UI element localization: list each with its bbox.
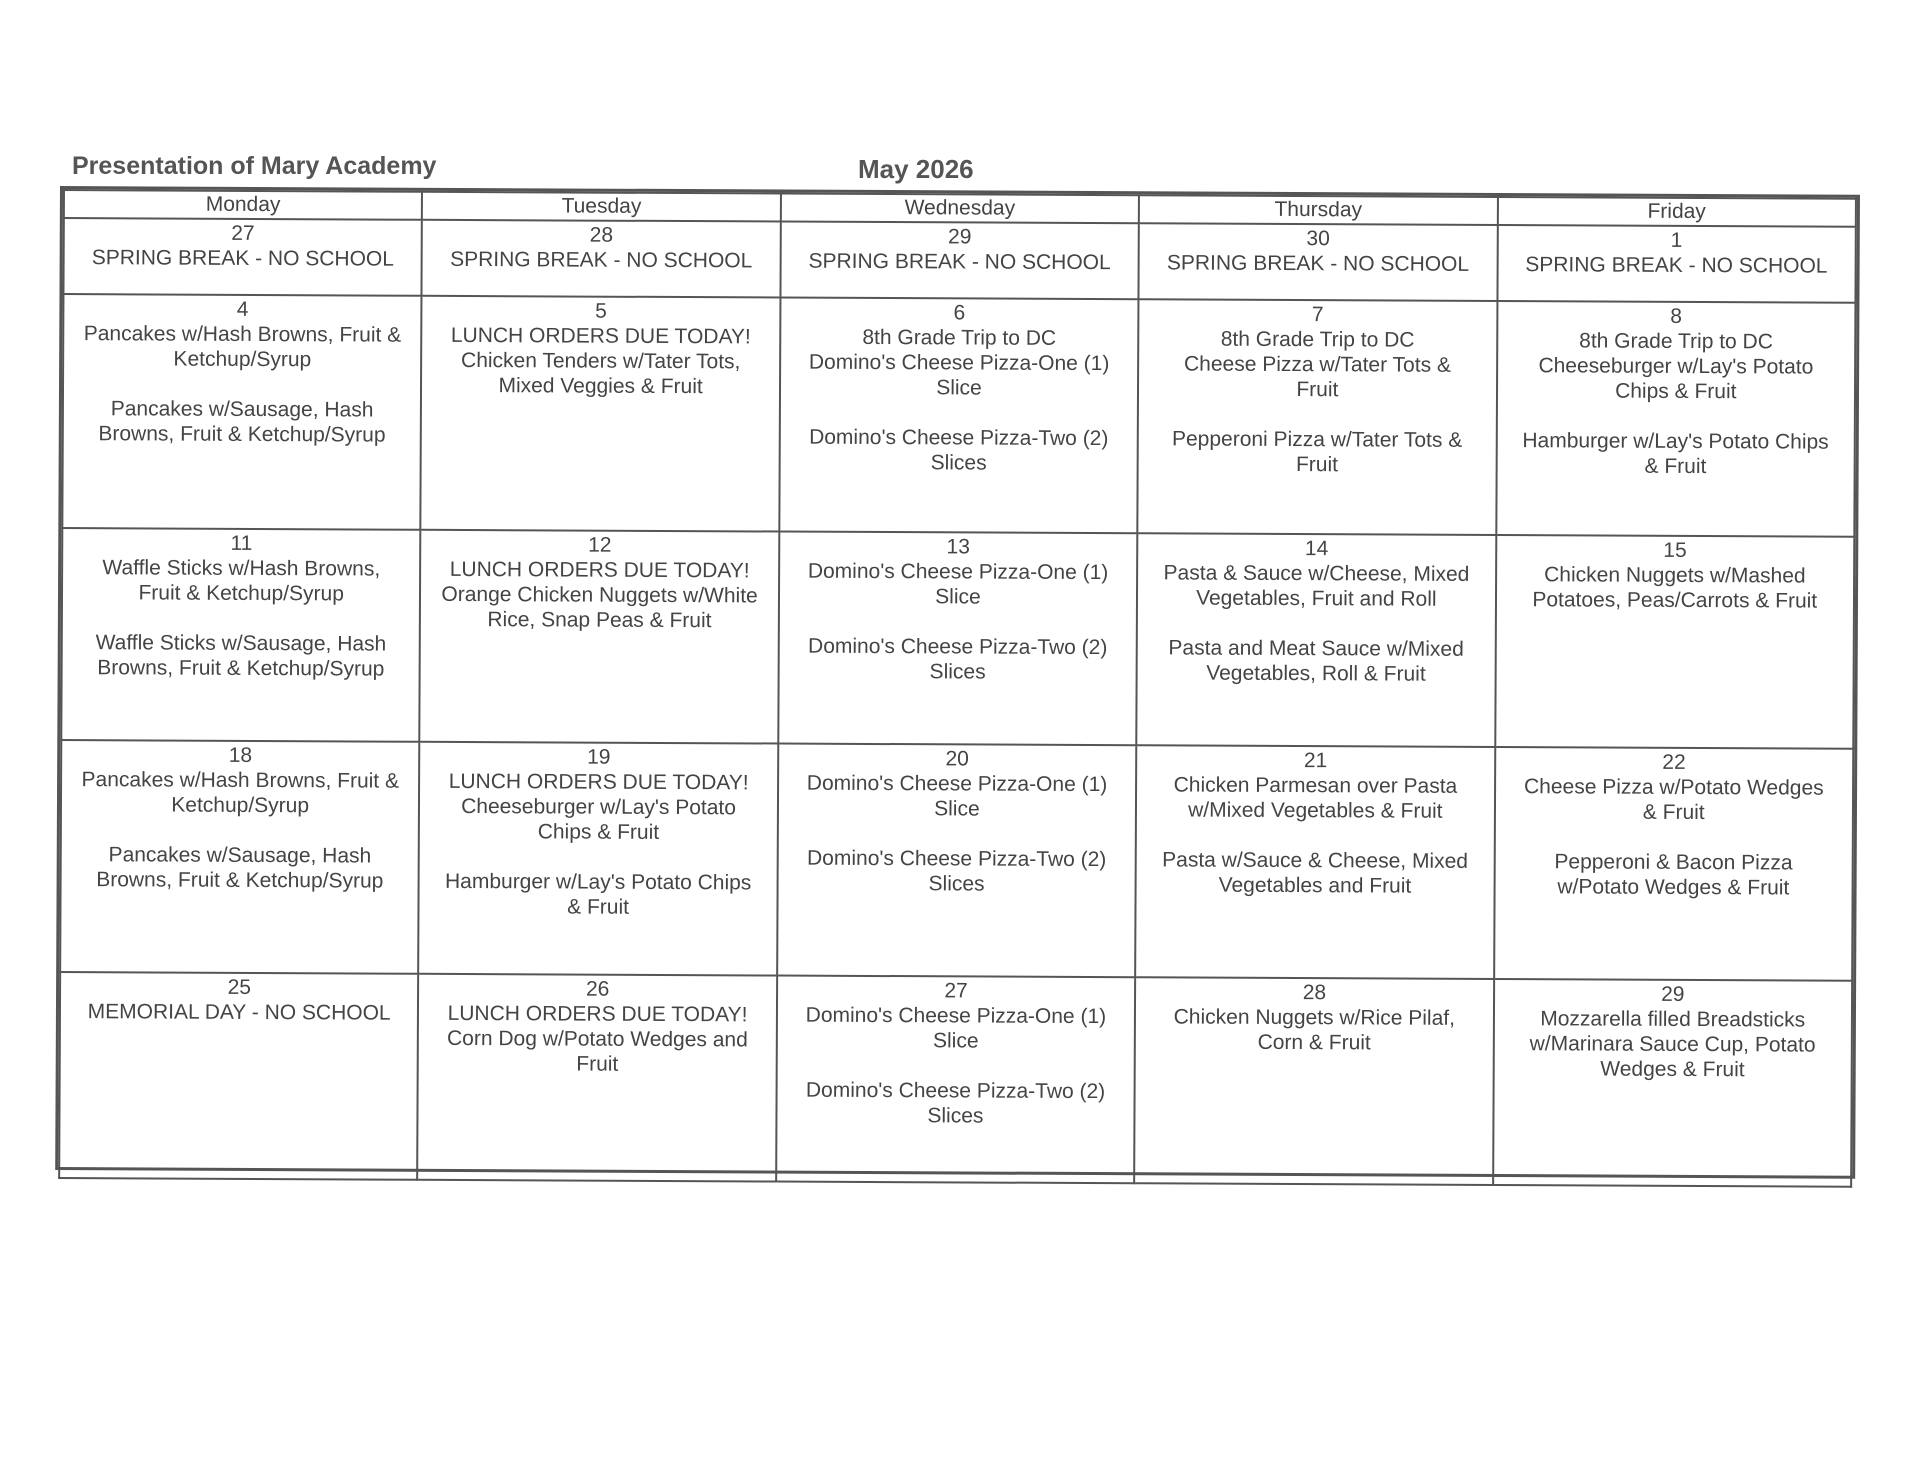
day-number: 8 [1670,304,1683,328]
week-row [59,972,1852,1187]
menu-line: Browns, Fruit & Ketchup/Syrup [98,422,386,447]
menu-line: Chicken Nuggets w/Mashed [1544,563,1806,588]
day-number: 26 [585,977,610,1001]
calendar-body [59,218,1856,1187]
line-gap [788,609,1129,636]
menu-line: Wedges & Fruit [1600,1057,1745,1082]
day-number: 20 [945,747,969,771]
menu-line: Cheese Pizza w/Tater Tots & [1183,352,1452,377]
day-number: 15 [1663,538,1687,562]
week-row [60,740,1853,981]
line-gap [787,821,1128,848]
day-cell [776,976,1135,1184]
menu-line: Vegetables, Fruit and Roll [1196,586,1437,611]
menu-line: Slices [927,1104,984,1128]
menu-line: Mixed Veggies & Fruit [498,374,703,399]
menu-line: 8th Grade Trip to DC [1579,329,1773,354]
menu-line: Hamburger w/Lay's Potato Chips [1522,429,1829,454]
day-number: 18 [228,743,253,767]
menu-line: 8th Grade Trip to DC [862,325,1057,350]
line-gap [71,605,412,632]
day-cell [63,218,422,296]
day-number: 11 [230,531,253,555]
day-cell [419,742,779,976]
weekday-header: Monday [64,190,423,220]
calendar-grid [58,189,1857,1188]
menu-line: Rice, Snap Peas & Fruit [487,608,712,633]
school-title: Presentation of Mary Academy [72,152,437,180]
menu-line: Slice [935,585,981,609]
day-cell [779,298,1139,534]
menu-line: Pancakes w/Hash Browns, Fruit & [81,768,400,793]
menu-line: Pancakes w/Hash Browns, Fruit & [83,322,402,347]
day-number: 19 [587,745,611,769]
menu-line: Vegetables and Fruit [1218,873,1412,898]
day-cell [1135,745,1495,979]
menu-line: Domino's Cheese Pizza-One (1) [807,559,1109,585]
menu-line: Fruit & Ketchup/Syrup [138,581,344,606]
day-cell [780,222,1139,300]
week-row [63,218,1855,303]
calendar-header [72,152,1860,186]
day-number: 13 [946,535,970,559]
menu-line: w/Marinara Sauce Cup, Potato [1529,1032,1816,1057]
menu-line: Domino's Cheese Pizza-Two (2) [806,846,1107,872]
day-number: 21 [1303,749,1328,773]
menu-line: Domino's Cheese Pizza-One (1) [806,771,1108,797]
menu-line: Hamburger w/Lay's Potato Chips [444,869,752,895]
line-gap [70,817,411,844]
menu-line: Cheeseburger w/Lay's Potato [1538,354,1814,379]
week-row [62,294,1855,537]
line-gap [1145,822,1486,849]
menu-line: Mozzarella filled Breadsticks [1540,1007,1806,1032]
menu-line: Browns, Fruit & Ketchup/Syrup [97,656,385,681]
line-gap [1505,403,1846,430]
day-cell [777,744,1137,978]
day-number: 7 [1311,303,1324,327]
menu-line: LUNCH ORDERS DUE TODAY! [449,557,750,583]
menu-line: Slices [929,660,986,684]
day-cell [61,528,420,742]
line-gap [1146,610,1487,637]
menu-line: LUNCH ORDERS DUE TODAY! [448,769,749,795]
menu-line: Pasta w/Sauce & Cheese, Mixed [1162,848,1469,873]
day-number: 30 [1306,227,1330,251]
menu-line: Vegetables, Roll & Fruit [1206,661,1426,686]
menu-line: & Fruit [567,895,630,919]
day-number: 29 [1661,982,1685,1006]
day-cell [1136,533,1495,747]
day-number: 14 [1304,537,1329,561]
day-number: 27 [231,221,255,245]
menu-line: Pasta & Sauce w/Cheese, Mixed [1163,561,1470,586]
menu-line: Corn & Fruit [1257,1030,1371,1055]
menu-line: Slices [928,872,985,896]
menu-line: Chips & Fruit [537,820,660,844]
line-gap [72,371,413,398]
line-gap [789,400,1130,427]
weekday-header: Thursday [1139,195,1498,225]
menu-line: & Fruit [1644,454,1707,479]
menu-line: Slice [936,376,982,400]
weekday-header: Tuesday [422,192,781,222]
menu-line: Pancakes w/Sausage, Hash [108,843,372,868]
day-cell [1497,225,1856,303]
menu-line: Fruit [1296,378,1339,402]
menu-line: Slice [934,797,980,821]
day-number: 25 [227,975,252,999]
menu-line: Waffle Sticks w/Sausage, Hash [95,631,387,656]
menu-line: Domino's Cheese Pizza-Two (2) [809,425,1109,451]
day-number: 22 [1662,750,1686,774]
day-cell [420,530,779,744]
day-cell [1495,535,1854,749]
line-gap [428,844,769,871]
menu-line: SPRING BREAK - NO SCHOOL [1525,253,1828,278]
menu-line: Pancakes w/Sausage, Hash [110,397,374,422]
day-number: 29 [948,225,972,249]
line-gap [1503,824,1844,851]
day-number: 1 [1670,228,1683,252]
menu-line: Pepperoni & Bacon Pizza [1554,850,1793,875]
day-number: 28 [1302,981,1327,1005]
menu-line: w/Potato Wedges & Fruit [1557,875,1790,900]
menu-line: Chicken Tenders w/Tater Tots, [461,348,741,374]
menu-line: Corn Dog w/Potato Wedges and [446,1026,748,1052]
weekday-header: Friday [1497,197,1856,227]
menu-line: Fruit [576,1052,619,1076]
menu-line: Slices [930,451,987,475]
menu-line: SPRING BREAK - NO SCHOOL [450,247,753,273]
day-number: 4 [236,297,249,321]
day-number: 27 [944,979,968,1003]
menu-line: Chips & Fruit [1615,379,1737,404]
menu-line: Domino's Cheese Pizza-Two (2) [805,1078,1106,1104]
weekday-header: Wednesday [781,194,1140,224]
line-gap [785,1053,1126,1080]
menu-line: Browns, Fruit & Ketchup/Syrup [96,868,384,893]
line-gap [1147,401,1488,428]
day-cell [1496,301,1856,537]
menu-line: Ketchup/Syrup [173,347,312,372]
menu-line: 8th Grade Trip to DC [1220,327,1415,352]
day-number: 5 [595,299,607,323]
day-cell [1139,223,1498,301]
menu-line: Domino's Cheese Pizza-One (1) [808,350,1110,376]
menu-line: & Fruit [1642,800,1705,825]
menu-line: Fruit [1295,453,1339,477]
day-cell [62,294,422,530]
day-cell [60,740,420,974]
menu-line: LUNCH ORDERS DUE TODAY! [447,1001,748,1027]
day-number: 6 [953,301,966,325]
day-cell [421,296,781,532]
menu-line: Slice [932,1029,979,1053]
day-cell [422,220,781,298]
day-cell [1134,977,1493,1185]
menu-line: Chicken Nuggets w/Rice Pilaf, [1173,1005,1456,1030]
week-row [61,528,1854,749]
menu-line: Domino's Cheese Pizza-Two (2) [808,634,1108,660]
day-number: 28 [589,223,614,247]
menu-line: Waffle Sticks w/Hash Browns, [102,556,381,581]
menu-line: Potatoes, Peas/Carrots & Fruit [1532,588,1818,613]
menu-line: Orange Chicken Nuggets w/White [441,582,758,608]
day-cell [1137,299,1497,535]
menu-line: Domino's Cheese Pizza-One (1) [805,1003,1107,1029]
menu-line: Cheese Pizza w/Potato Wedges [1523,775,1824,800]
menu-line: MEMORIAL DAY - NO SCHOOL [87,1000,391,1025]
menu-line: Chicken Parmesan over Pasta [1173,773,1458,798]
menu-line: Ketchup/Syrup [171,793,310,818]
menu-line: SPRING BREAK - NO SCHOOL [91,246,395,271]
day-cell [1494,747,1854,981]
menu-line: Pasta and Meat Sauce w/Mixed [1168,636,1464,661]
day-cell [418,974,777,1182]
menu-line: Pepperoni Pizza w/Tater Tots & [1171,427,1463,452]
day-number: 12 [588,533,612,557]
day-cell [778,532,1137,746]
menu-line: LUNCH ORDERS DUE TODAY! [450,323,751,349]
menu-line: SPRING BREAK - NO SCHOOL [1166,251,1470,276]
lunch-calendar [55,186,1860,1179]
menu-line: w/Mixed Vegetables & Fruit [1188,798,1443,823]
month-title: May 2026 [858,154,974,184]
day-cell [59,972,418,1180]
day-cell [1493,979,1852,1187]
menu-line: SPRING BREAK - NO SCHOOL [808,249,1111,275]
menu-line: Cheeseburger w/Lay's Potato [461,794,737,820]
